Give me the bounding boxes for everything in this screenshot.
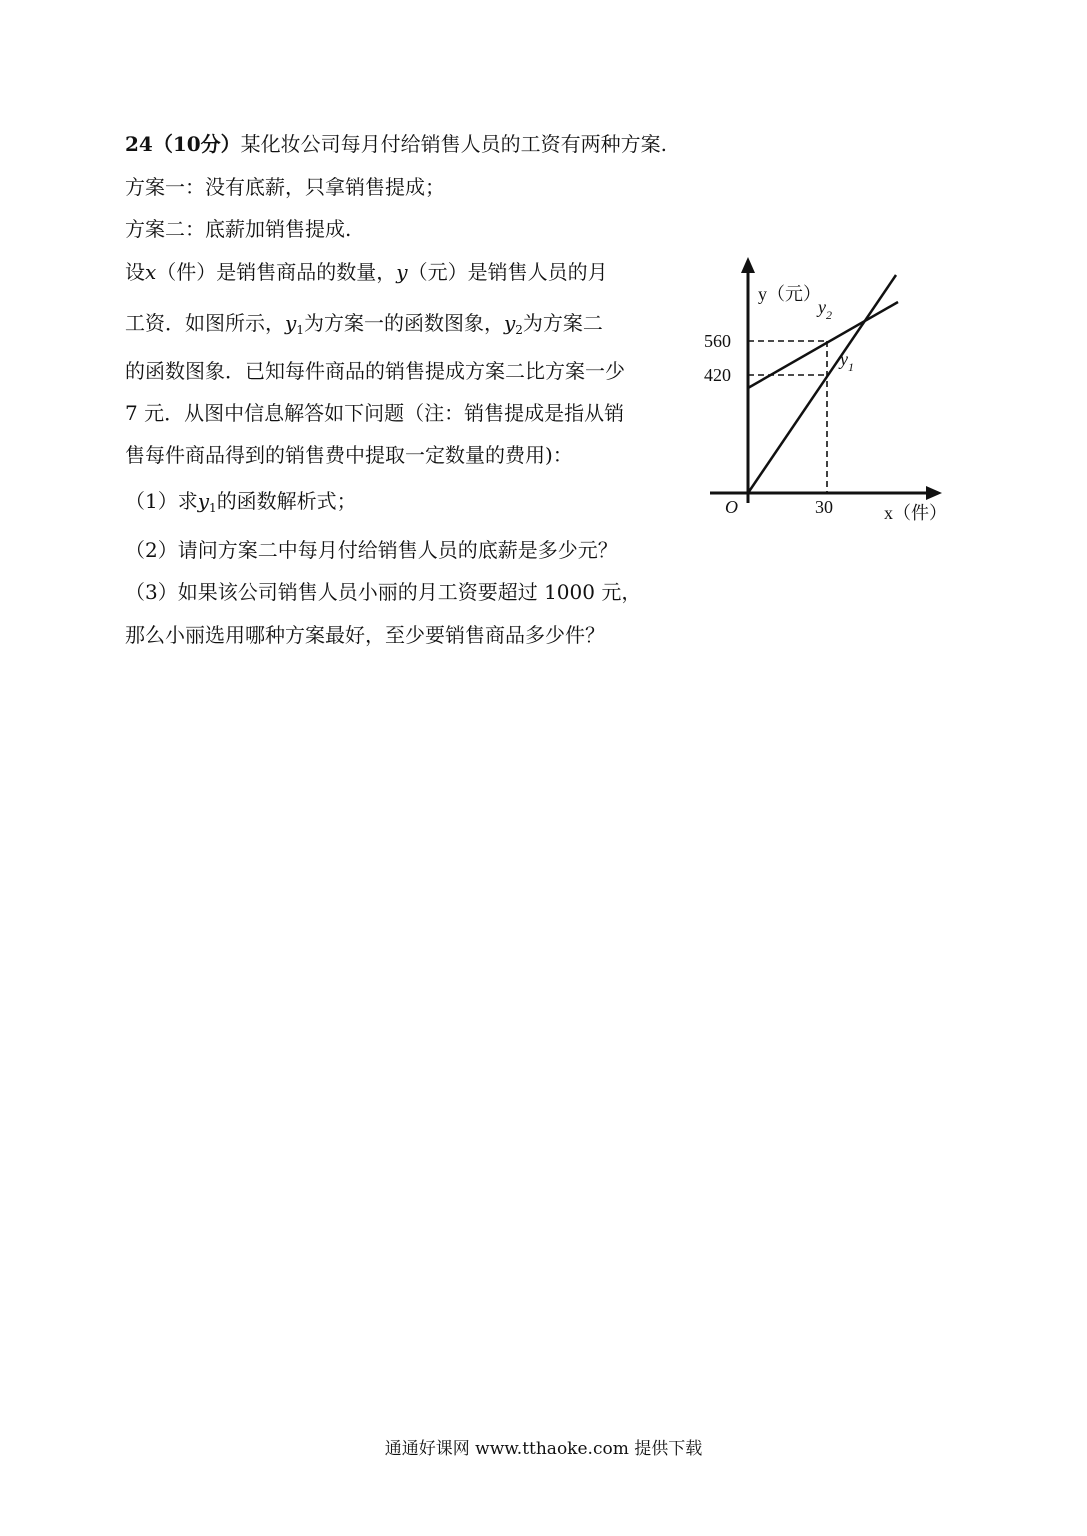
y-axis-arrow: [741, 257, 755, 273]
y-tick-420: 420: [704, 365, 731, 385]
x-axis-label: x（件）: [884, 503, 947, 523]
y-tick-560: 560: [704, 331, 731, 351]
description-line-2: 工资．如图所示，$y_1$为方案一的函数图象，$y_2$为方案二: [125, 311, 603, 337]
footer-source: 通通好课网 www.tthaoke.com 提供下载: [384, 1439, 703, 1459]
description-line-5: 售每件商品得到的销售费中提取一定数量的费用)：: [125, 443, 573, 467]
origin-label: O: [725, 497, 738, 517]
description-line-3: 的函数图象．已知每件商品的销售提成方案二比方案一少: [125, 359, 625, 383]
question-3-line-2: 那么小丽选用哪种方案最好，至少要销售商品多少件？: [125, 623, 605, 647]
y-axis-label: y（元）: [758, 284, 821, 304]
description-line-4: 7 元．从图中信息解答如下问题（注：销售提成是指从销: [125, 401, 625, 425]
x-axis-arrow: [926, 486, 942, 500]
description-line-1: 设x（件）是销售商品的数量，y（元）是销售人员的月: [125, 260, 608, 284]
plan-one: 方案一：没有底薪，只拿销售提成；: [125, 175, 445, 199]
problem-number: 24（10分）: [125, 132, 241, 156]
problem-intro: 某化妆公司每月付给销售人员的工资有两种方案.: [240, 132, 668, 156]
plan-two: 方案二：底薪加销售提成.: [125, 217, 352, 241]
question-3-line-1: （3）如果该公司销售人员小丽的月工资要超过 1000 元，: [125, 580, 642, 604]
question-1: （1）求$y_1$的函数解析式；: [125, 489, 357, 515]
x-tick-30: 30: [815, 497, 833, 517]
question-2: （2）请问方案二中每月付给销售人员的底薪是多少元？: [125, 538, 618, 562]
y1-line-label: $y_1$: [840, 349, 854, 374]
problem-title-line: [125, 130, 667, 158]
function-graph: [700, 245, 960, 535]
y2-line-label: $y_2$: [818, 297, 832, 322]
